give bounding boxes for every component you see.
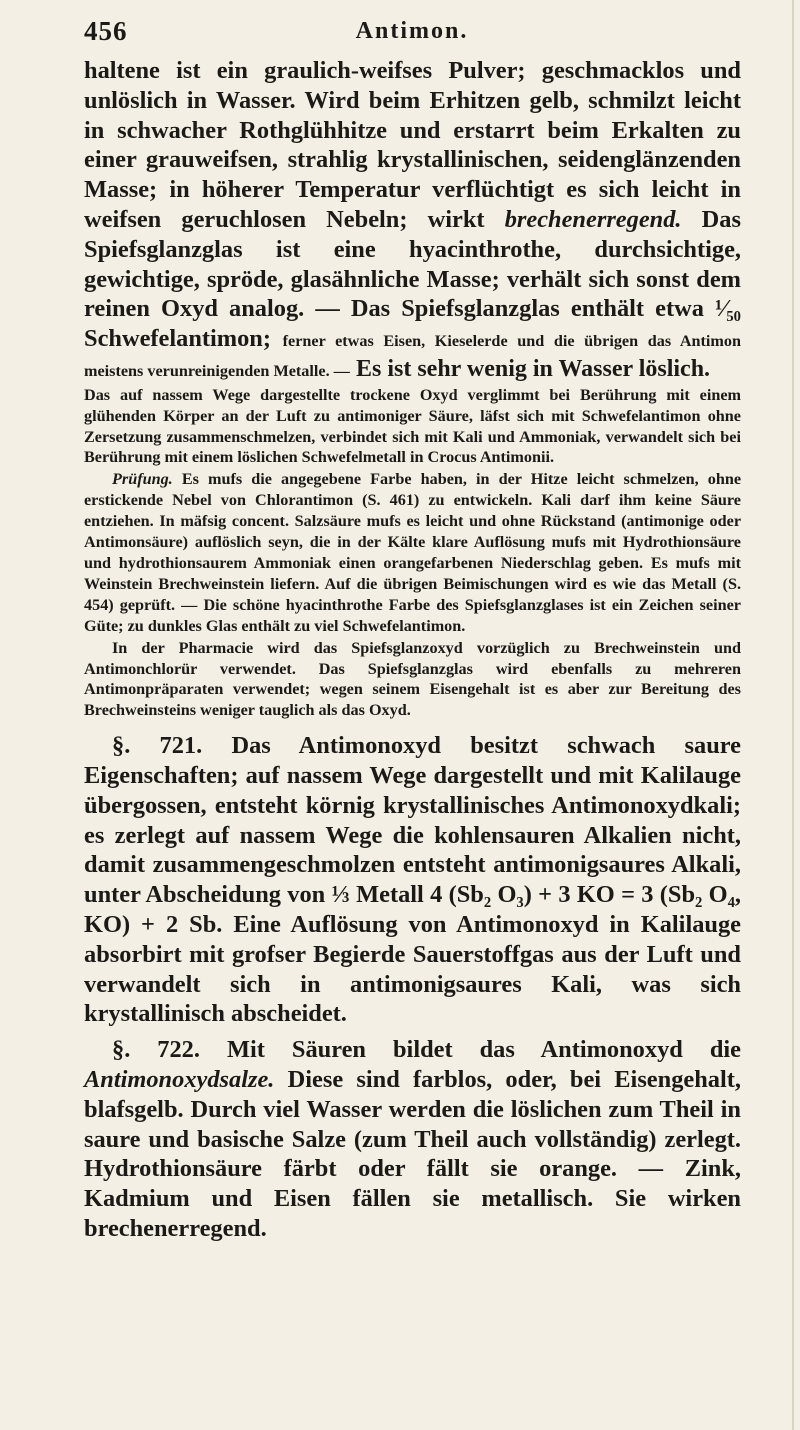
paragraph-section-721: §. 721. Das Antimonoxyd besitzt schwach saure Eigenschaften; auf nassem Wege dargestellt und mit Kalilauge übergossen, entsteht körnig krystallinisches Antimonoxydkali; es zerlegt auf nassem Wege die kohlensauren Alkalien nicht, damit zusammengeschmolzen entsteht antimonigsaures Alkali, unter Abscheidung von ⅓ Metall 4 (Sb₂ O₃) + 3 KO = 3 (Sb₂ O₄, KO) + 2 Sb. Eine Auflösung von Antimonoxyd in Kalilauge absorbirt mit grofser Begierde Sauerstoffgas aus der Luft und verwandelt sich in antimonigsaures Kali, was sich krystallinisch abscheidet. bbox=[84, 732, 741, 1028]
paragraph-testing: Prüfung. Es mufs die angegebene Farbe haben, in der Hitze leicht schmelzen, ohne erstickende Nebel von Chlorantimon (S. 461) zu entwickeln. Kali darf ihm keine Säure entziehen. In mäfsig concent. Salzsäure mufs es leicht und ohne Rückstand (antimonige oder Antimonsäure) auflöslich seyn, die in der Kälte klare Auflösung mufs mit Hydrothionsäure und hydrothionsaurem Ammoniak einen orangefarbenen Niederschlag geben. Es mufs mit Weinstein Brechweinstein liefern. Auf die übrigen Beimischungen wird es wie das Metall (S. 454) geprüft. — Die schöne hyacinthrothe Farbe des Spiefsglanzglases ist ein Zeichen seiner Güte; zu dunkles Glas enthält zu viel Schwefelantimon. bbox=[84, 470, 742, 635]
page-edge bbox=[792, 0, 794, 1430]
paragraph-section-722: §. 722. Mit Säuren bildet das Antimonoxyd die Antimonoxydsalze. Diese sind farblos, oder, bei Eisengehalt, blafsgelb. Durch viel Wasser werden die löslichen zum Theil in saure und basische Salze (zum Theil auch vollständig) zerlegt. Hydrothionsäure färbt oder fällt sie orange. — Zink, Kadmium und Eisen fällen sie metallisch. Sie wirken brechenerregend. bbox=[84, 1036, 741, 1243]
paragraph-description: haltene ist ein graulich-weifses Pulver; geschmacklos und unlöslich in Wasser. Wird beim Erhitzen gelb, schmilzt leicht in schwacher Rothglühhitze und erstarrt beim Erkalten zu einer grauweifsen, strahlig krystallinischen, seidenglänzenden Masse; in höherer Temperatur verflüchtigt es sich leicht in weifsen geruchlosen Nebeln; wirkt brechenerregend. Das Spiefsglanzglas ist eine hyacinthrothe, durchsichtige, gewichtige, spröde, glasähnliche Masse; verhält sich sonst dem reinen Oxyd analog. — Das Spiefsglanzglas enthält etwa ¹⁄₅₀ Schwefelantimon; ferner etwas Eisen, Kieselerde und die übrigen das Antimon meistens verunreinigenden Metalle. — Es ist sehr wenig in Wasser löslich. bbox=[84, 57, 741, 382]
paragraph-wet-oxide: Das auf nassem Wege dargestellte trockene Oxyd verglimmt bei Berührung mit einem glühenden Körper an der Luft zu antimoniger Säure, läfst sich mit Schwefelantimon ohne Zersetzung zusammenschmelzen, verbindet sich mit Kali und Ammoniak, verwandelt sich bei Berührung mit einem löslichen Schwefelmetall in Crocus Antimonii. bbox=[84, 385, 741, 467]
page-header bbox=[84, 16, 740, 52]
page-number: 456 bbox=[84, 16, 128, 46]
paragraph-pharmacy: In der Pharmacie wird das Spiefsglanzoxyd vorzüglich zu Brechweinstein und Antimonchlorür verwendet. Das Spiefsglanzglas wird ebenfalls zu mehreren Antimonpräparaten verwendet; wegen seinem Eisengehalt ist es aber zur Bereitung des Brechweinsteins weniger tauglich als das Oxyd. bbox=[84, 638, 741, 720]
italic-term-salts: Antimonoxydsalze. bbox=[84, 1066, 275, 1094]
running-title: Antimon. bbox=[355, 18, 469, 44]
page-body bbox=[84, 56, 741, 1244]
italic-term: brechenerregend. bbox=[504, 205, 682, 233]
section-label-testing: Prüfung. bbox=[112, 470, 173, 489]
